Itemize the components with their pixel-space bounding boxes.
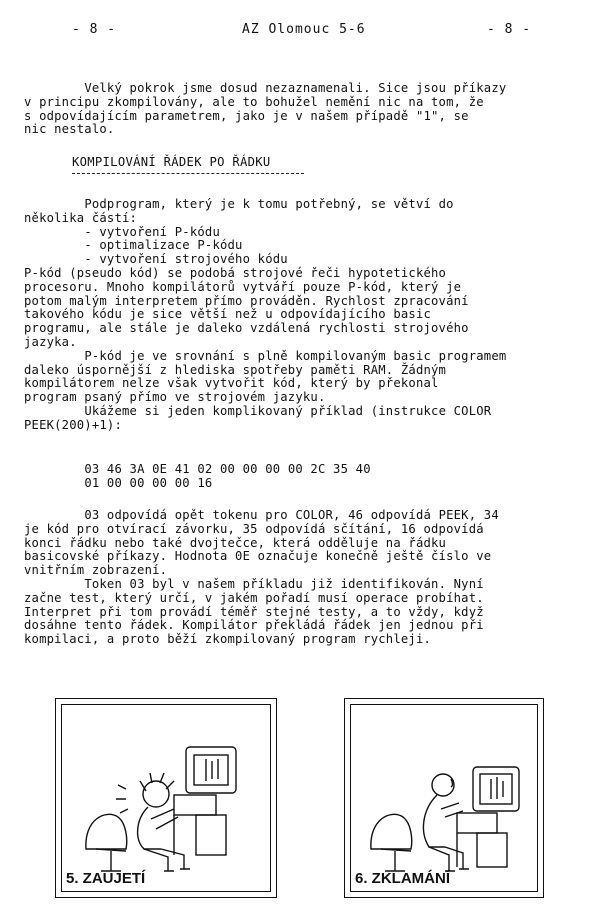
hex-code-listing: 03 46 3A 0E 41 02 00 00 00 00 2C 35 40 01 00 00 00 00 16 — [84, 462, 371, 490]
page-header-title: AZ Olomouc 5-6 — [242, 22, 366, 37]
paragraph-intro: Velký pokrok jsme dosud nezaznamenali. Sice jsou příkazy v principu zkompilovány, ale to bohužel nemění nic na tom, že s odpovídajícím parametrem, jako je v našem případě "1", se nic nestalo. — [24, 81, 507, 137]
cartoon-caption-2: 6. ZKLAMÁNÍ — [355, 870, 450, 887]
page-number-left: - 8 - — [72, 22, 117, 37]
cartoon-panel-2 — [344, 698, 544, 898]
heading-underline — [72, 173, 304, 174]
cartoon-caption-1: 5. ZAUJETÍ — [66, 870, 146, 887]
page-number-right: - 8 - — [487, 22, 532, 37]
person-at-computer-disappointed-icon — [345, 699, 543, 897]
paragraph-explanation: 03 odpovídá opět tokenu pro COLOR, 46 odpovídá PEEK, 34 je kód pro otvírací závorku, 35 odpovídá sčítání, 16 odpovídá konci řádku nebo také dvojtečce, která odděluje na řádku basicovské příkazy. Hodnota 0E označuje konečně ještě číslo ve vnitřním zobrazení. Token 03 byl v našem příkladu již identifikován. Nyní začne test, který určí, v jakém pořadí musí operace probíhat. Interpret při tom provádí téměř stejné testy, a to vždy, když dosáhne tento řádek. Kompilátor překládá řádek jen jednou při kompilaci, a proto běží zkompilovaný program rychleji. — [24, 508, 499, 647]
paragraph-body: Podprogram, který je k tomu potřebný, se větví do několika částí: - vytvoření P-kódu - optimalizace P-kódu - vytvoření strojového kódu P-kód (pseudo kód) se podobá strojové řeči hypotetického procesoru. Mnoho kompilátorů vytváří pouze P-kód, který je potom malým interpretem přímo prováděn. Rychlost zpracování takového kódu je sice větší než u odpovídajícího basic programu, ale stále je daleko vzdálená rychlosti strojového jazyka. P-kód je ve srovnání s plně kompilovaným basic programem daleko úspornější z hlediska spotřeby paměti RAM. Žádným kompilátorem nelze však vytvořit kód, který by překonal program psaný přímo ve strojovém jazyku. Ukážeme si jeden komplikovaný příklad (instrukce COLOR PEEK(200)+1): — [24, 197, 507, 432]
section-heading: KOMPILOVÁNÍ ŘÁDEK PO ŘÁDKU — [72, 155, 271, 169]
person-at-computer-engaged-icon — [56, 699, 276, 897]
cartoon-panel-1 — [55, 698, 277, 898]
